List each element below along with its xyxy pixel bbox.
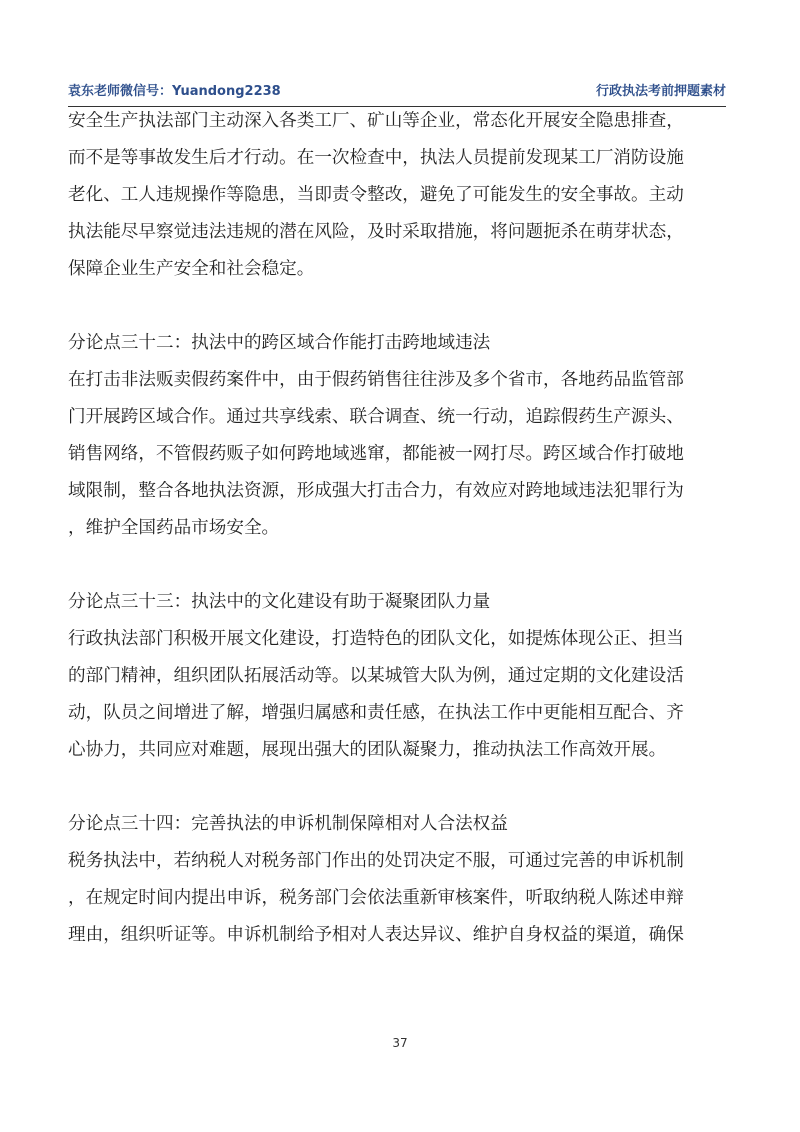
section-heading: 分论点三十三：执法中的文化建设有助于凝聚团队力量: [68, 592, 491, 612]
paragraph-line: 的部门精神，组织团队拓展活动等。以某城管大队为例，通过定期的文化建设活: [68, 666, 684, 686]
paragraph-line: 动，队员之间增进了解，增强归属感和责任感，在执法工作中更能相互配合、齐: [68, 703, 684, 723]
intro-paragraph: [68, 103, 728, 288]
paragraph-line: ，在规定时间内提出申诉，税务部门会依法重新审核案件，听取纳税人陈述申辩: [68, 888, 684, 908]
section-heading: 分论点三十四：完善执法的申诉机制保障相对人合法权益: [68, 814, 508, 834]
paragraph-line: 老化、工人违规操作等隐患，当即责令整改，避免了可能发生的安全事故。主动: [68, 185, 684, 205]
section-paragraph: [68, 843, 728, 954]
page-number: 37: [392, 1036, 408, 1050]
paragraph-line: 行政执法部门积极开展文化建设，打造特色的团队文化，如提炼体现公正、担当: [68, 629, 684, 649]
section-spacer: [68, 288, 728, 325]
paragraph-line: ，维护全国药品市场安全。: [68, 518, 280, 538]
section-paragraph: [68, 362, 728, 547]
paragraph-line: 心协力，共同应对难题，展现出强大的团队凝聚力，推动执法工作高效开展。: [68, 740, 667, 760]
paragraph-line: 门开展跨区域合作。通过共享线索、联合调查、统一行动，追踪假药生产源头、: [68, 407, 684, 427]
paragraph-line: 而不是等事故发生后才行动。在一次检查中，执法人员提前发现某工厂消防设施: [68, 148, 684, 168]
paragraph-line: 在打击非法贩卖假药案件中，由于假药销售往往涉及多个省市，各地药品监管部: [68, 370, 684, 390]
paragraph-line: 理由，组织听证等。申诉机制给予相对人表达异议、维护自身权益的渠道，确保: [68, 925, 684, 945]
section-paragraph: [68, 621, 728, 769]
section-heading: 分论点三十二：执法中的跨区域合作能打击跨地域违法: [68, 333, 491, 353]
paragraph-line: 税务执法中，若纳税人对税务部门作出的处罚决定不服，可通过完善的申诉机制: [68, 851, 684, 871]
paragraph-line: 执法能尽早察觉违法违规的潜在风险，及时采取措施，将问题扼杀在萌芽状态，: [68, 222, 684, 242]
section-32: [68, 325, 728, 547]
header-material-title: 行政执法考前押题素材: [595, 84, 726, 99]
paragraph-line: 保障企业生产安全和社会稳定。: [68, 259, 315, 279]
paragraph-line: 域限制，整合各地执法资源，形成强大打击合力，有效应对跨地域违法犯罪行为: [68, 481, 684, 501]
section-spacer: [68, 547, 728, 584]
section-34: [68, 806, 728, 954]
document-body: [68, 103, 728, 954]
paragraph-line: 安全生产执法部门主动深入各类工厂、矿山等企业，常态化开展安全隐患排查，: [68, 111, 684, 131]
section-spacer: [68, 769, 728, 806]
header-wechat-contact: 袁东老师微信号：Yuandong2238: [68, 84, 281, 99]
section-33: [68, 584, 728, 769]
paragraph-line: 销售网络，不管假药贩子如何跨地域逃窜，都能被一网打尽。跨区域合作打破地: [68, 444, 684, 464]
